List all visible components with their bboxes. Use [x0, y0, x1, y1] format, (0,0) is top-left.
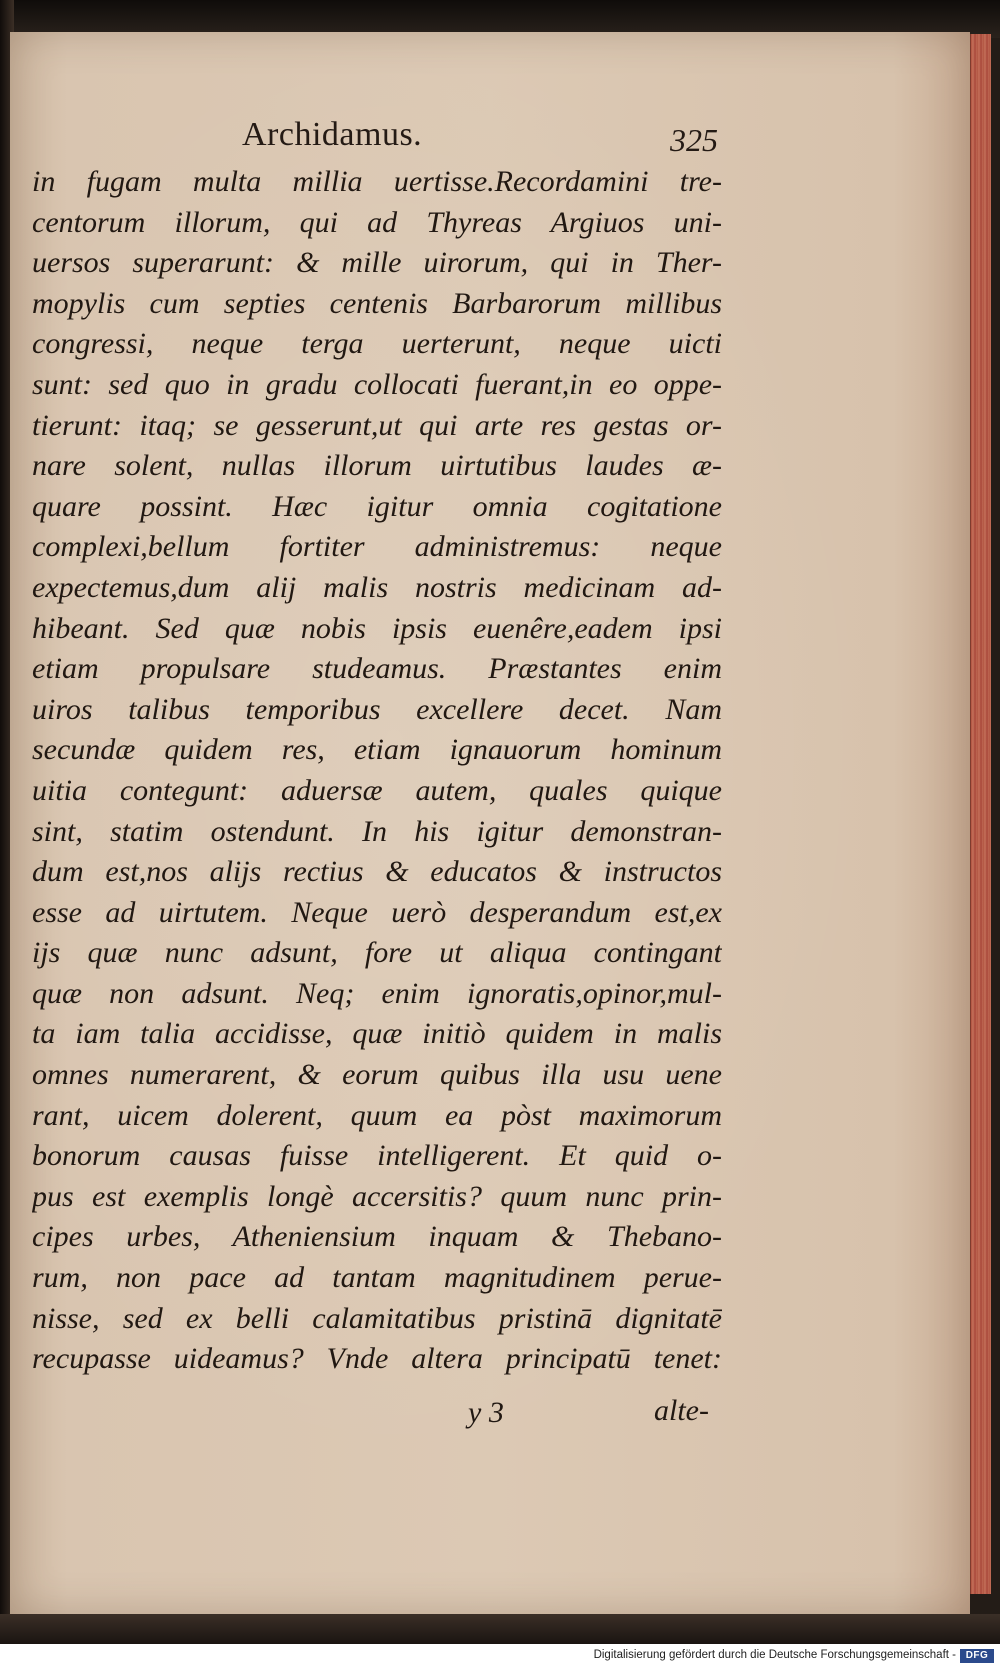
text-line: omnes numerarent, & eorum quibus illa usu uene — [32, 1058, 722, 1092]
page-fore-edge — [970, 34, 991, 1594]
text-line: centorum illorum, qui ad Thyreas Argiuos uni- — [32, 205, 722, 239]
text-line: sunt: sed quo in gradu collocati fuerant,in eo oppe- — [32, 367, 722, 401]
text-line: ijs quæ nunc adsunt, fore ut aliqua contingant — [32, 936, 722, 970]
text-line: esse ad uirtutem. Neque uerò desperandum est,ex — [32, 895, 722, 929]
text-line: nisse, sed ex belli calamitatibus pristinā dignitatē — [32, 1301, 722, 1335]
text-line: complexi,bellum fortiter administremus: neque — [32, 530, 722, 564]
text-line: pus est exemplis longè accersitis? quum nunc prin- — [32, 1179, 722, 1213]
text-line: bonorum causas fuisse intelligerent. Et quid o- — [32, 1139, 722, 1173]
text-line: ta iam talia accidisse, quæ initiò quidem in malis — [32, 1017, 722, 1051]
running-title: Archidamus. — [242, 116, 423, 153]
text-line: cipes urbes, Atheniensium inquam & Thebano- — [32, 1220, 722, 1254]
text-line: sint, statim ostendunt. In his igitur demonstran- — [32, 814, 722, 848]
text-line: dum est,nos alijs rectius & educatos & instructos — [32, 855, 722, 889]
catchword: alte- — [654, 1394, 709, 1427]
text-line: rum, non pace ad tantam magnitudinem perue- — [32, 1261, 722, 1295]
text-line: quæ non adsunt. Neq; enim ignoratis,opinor,mul- — [32, 976, 722, 1010]
dfg-logo: DFG — [960, 1649, 994, 1663]
text-line: rant, uicem dolerent, quum ea pòst maximorum — [32, 1098, 722, 1132]
text-line: mopylis cum septies centenis Barbarorum millibus — [32, 286, 722, 320]
text-line: tierunt: itaq; se gesserunt,ut qui arte res gestas or- — [32, 408, 722, 442]
text-line: expectemus,dum alij malis nostris medicinam ad- — [32, 570, 722, 604]
text-line: secundæ quidem res, etiam ignauorum hominum — [32, 733, 722, 767]
scan-bottom-edge — [0, 1614, 1000, 1644]
text-line: etiam propulsare studeamus. Præstantes enim — [32, 652, 722, 686]
text-line: uiros talibus temporibus excellere decet. Nam — [32, 692, 722, 726]
text-line: in fugam multa millia uertisse.Recordamini tre- — [32, 165, 722, 198]
page-number: 325 — [670, 122, 718, 158]
text-line: nare solent, nullas illorum uirtutibus laudes æ- — [32, 449, 722, 483]
text-line: uitia contegunt: aduersæ autem, quales quique — [32, 773, 722, 807]
text-line: uersos superarunt: & mille uirorum, qui in Ther- — [32, 246, 722, 280]
digitization-footer — [0, 1644, 1000, 1668]
book-page — [10, 32, 970, 1614]
body-text — [32, 162, 722, 1380]
text-line: quare possint. Hæc igitur omnia cogitatione — [32, 489, 722, 523]
text-line: hibeant. Sed quæ nobis ipsis euenêre,eadem ipsi — [32, 611, 722, 645]
signature-mark: y 3 — [468, 1396, 504, 1429]
text-line: recupasse uideamus? Vnde altera principatū tenet: — [32, 1342, 722, 1376]
text-line: congressi, neque terga uerterunt, neque uicti — [32, 327, 722, 361]
funding-credit: Digitalisierung gefördert durch die Deutsche Forschungsgemeinschaft - — [593, 1649, 956, 1661]
